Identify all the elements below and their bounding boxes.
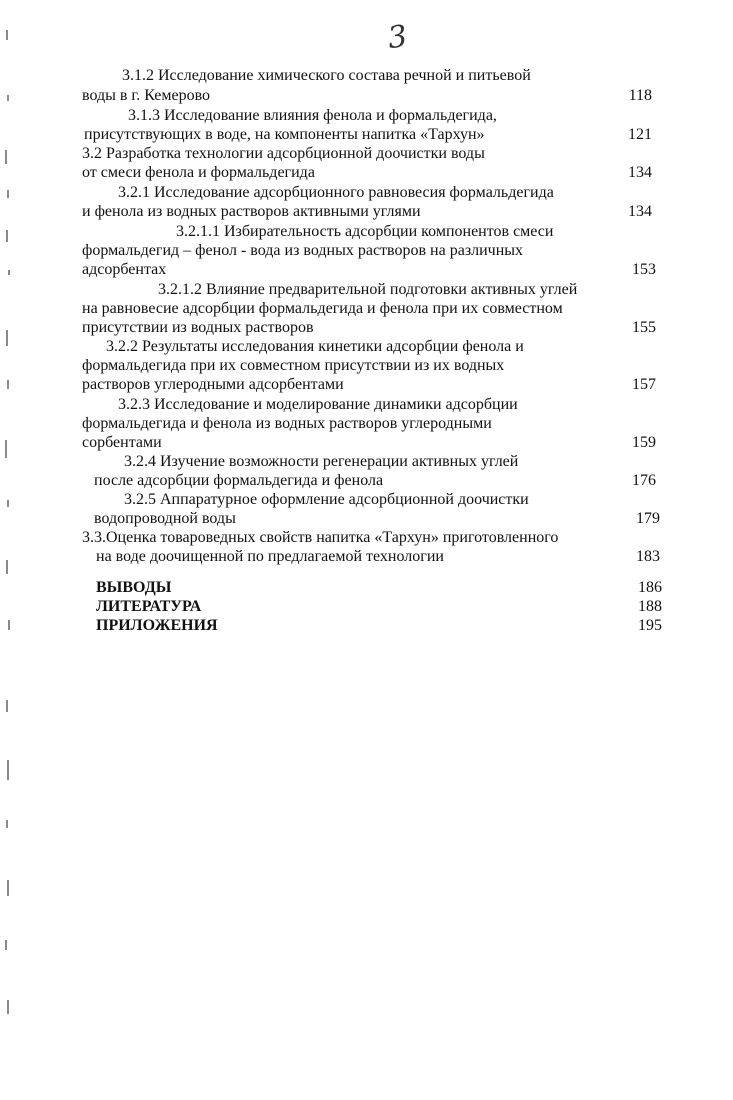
toc-page-number: 186 — [638, 579, 662, 596]
toc-entry-line: формальдегида при их совместном присутствии из их водных — [82, 357, 505, 374]
toc-page-number: 153 — [632, 261, 656, 278]
page-number: 3 — [385, 18, 410, 57]
toc-entry-line: 3.2.3 Исследование и моделирование динамики адсорбции — [118, 396, 518, 413]
toc-entry-line: от смеси фенола и формальдегида — [82, 164, 315, 181]
toc-page-number: 179 — [636, 510, 660, 527]
toc-entry-line: на равновесие адсорбции формальдегида и фенола при их совместном — [82, 300, 563, 317]
toc-page-number: 121 — [628, 126, 652, 143]
toc-entry-line: растворов углеродными адсорбентами — [82, 376, 344, 393]
toc-entry-line: 3.2 Разработка технологии адсорбционной доочистки воды — [82, 145, 485, 162]
toc-entry-line: 3.1.3 Исследование влияния фенола и формальдегида, — [128, 107, 497, 124]
toc-entry-line: 3.2.1.1 Избирательность адсорбции компонентов смеси — [176, 223, 554, 240]
toc-page-number: 118 — [628, 87, 652, 104]
toc-entry-line: 3.2.4 Изучение возможности регенерации активных углей — [124, 453, 519, 470]
toc-section-literature: ЛИТЕРАТУРА — [96, 598, 202, 615]
toc-entry-line: адсорбентах — [82, 261, 167, 278]
toc-entry-line: водопроводной воды — [94, 510, 236, 527]
toc-page-number: 176 — [632, 472, 656, 489]
toc-section-conclusions: ВЫВОДЫ — [96, 579, 172, 596]
toc-entry-line: присутствии из водных растворов — [82, 319, 314, 336]
toc-entry-line: 3.3.Оценка товароведных свойств напитка «Тархун» приготовленного — [82, 529, 559, 546]
toc-entry-line: формальдегида и фенола из водных растворов углеродными — [82, 415, 492, 432]
toc-entry-line: присутствующих в воде, на компоненты напитка «Тархун» — [84, 126, 485, 143]
toc-page-number: 134 — [628, 203, 652, 220]
toc-page-number: 157 — [632, 376, 656, 393]
toc-entry-line: 3.2.2 Результаты исследования кинетики адсорбции фенола и — [106, 338, 524, 355]
toc-entry-line: 3.1.2 Исследование химического состава речной и питьевой — [122, 67, 531, 84]
toc-entry-line: формальдегид – фенол - вода из водных растворов на различных — [82, 242, 524, 259]
toc-page-number: 183 — [636, 548, 660, 565]
toc-page-number: 188 — [638, 598, 662, 615]
toc-entry-line: воды в г. Кемерово — [82, 87, 211, 104]
toc-entry-line: 3.2.1 Исследование адсорбционного равновесия формальдегида — [118, 184, 554, 201]
toc-entry-line: после адсорбции формальдегида и фенола — [94, 472, 384, 489]
toc-page-number: 195 — [638, 617, 662, 634]
toc-page-number: 134 — [628, 164, 652, 181]
toc-page-number: 159 — [632, 434, 656, 451]
toc-entry-line: 3.2.1.2 Влияние предварительной подготовки активных углей — [158, 281, 578, 298]
toc-entry-line: сорбентами — [82, 434, 162, 451]
toc-section-appendices: ПРИЛОЖЕНИЯ — [96, 617, 218, 634]
toc-page-number: 155 — [632, 319, 656, 336]
toc-entry-line: и фенола из водных растворов активными углями — [82, 203, 421, 220]
toc-entry-line: на воде доочищенной по предлагаемой технологии — [96, 548, 444, 565]
toc-entry-line: 3.2.5 Аппаратурное оформление адсорбционной доочистки — [124, 491, 529, 508]
